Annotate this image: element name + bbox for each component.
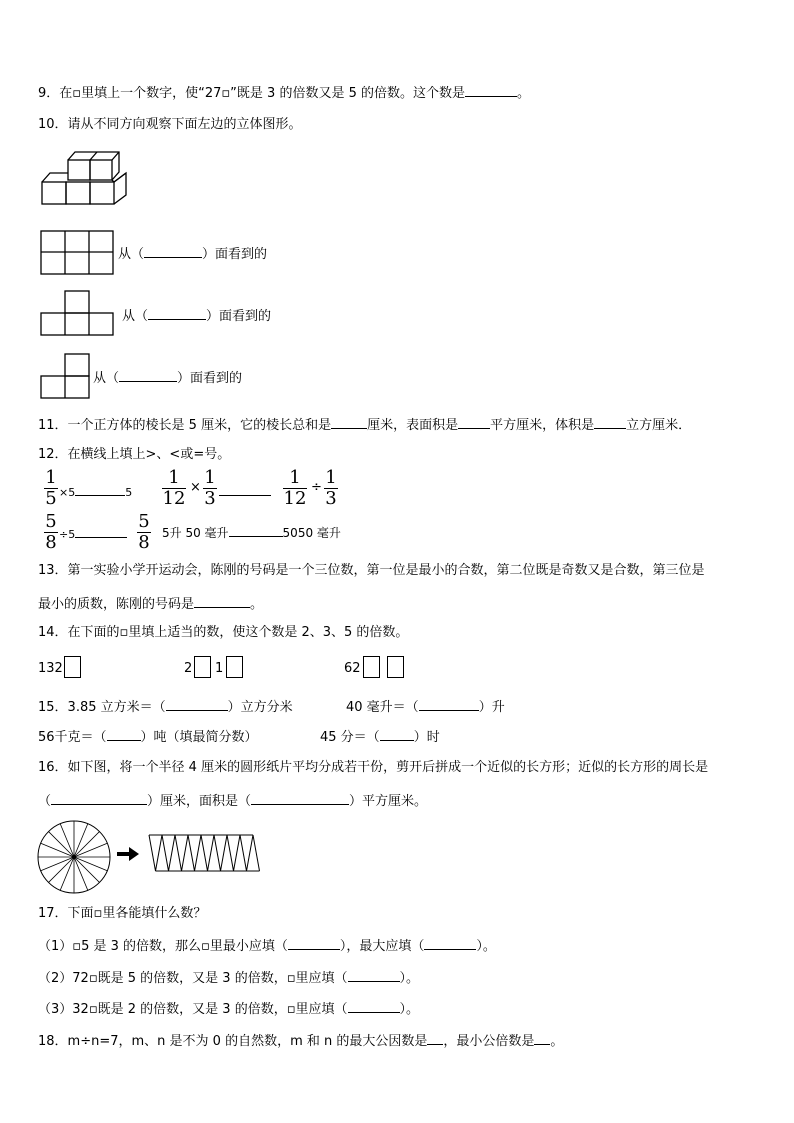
q14-box-3[interactable] [226,656,243,678]
q17-blank-3[interactable] [348,968,400,982]
view-1-blank[interactable] [144,244,202,258]
view-1-label: 从（ ）面看到的 [118,244,267,264]
q13-line-1: 13．第一实验小学开运动会，陈刚的号码是一个三位数，第一位是最小的合数，第二位既是奇数又是合数，第三位是 [38,563,705,578]
q14-box-4[interactable] [363,656,380,678]
q12-frac-1: 1 5 [45,467,57,509]
q12-frac-6: 5 8 [45,511,57,553]
view-l-shape [40,353,92,401]
cube-stack-figure [40,148,135,208]
q11-blank-1[interactable] [331,415,367,429]
view-front-grid [40,230,116,276]
q15-blank-4[interactable] [380,727,414,741]
q17-blank-4[interactable] [348,999,400,1013]
q16-blank-1[interactable] [51,791,147,805]
q12-compare-4: 5升 50 毫升 5050 毫升 [162,526,341,540]
q12-frac-7: 5 8 [138,511,150,553]
q12-frac-3: 1 3 [204,467,216,509]
q12-blank-1[interactable] [75,485,125,496]
q17-blank-2[interactable] [424,936,476,950]
q18: 18．m÷n=7，m、n 是不为 0 的自然数，m 和 n 的最大公因数是 ，最小公倍数是 。 [38,1031,563,1051]
view-t-shape [40,290,116,338]
q11-blank-3[interactable] [594,415,626,429]
q14-box-1[interactable] [64,656,81,678]
q15-part-d: 45 分＝（ ）时 [320,727,440,747]
q12-frac-2: 1 12 [162,467,186,509]
q13-blank[interactable] [194,594,250,608]
q12-expr-1: ×5 5 [59,486,133,499]
q12-blank-4[interactable] [229,525,283,537]
q16-blank-2[interactable] [251,791,349,805]
q15-line-2: 56千克＝（ ）吨（填最简分数） [38,727,258,747]
q12-op-3: ÷ [311,480,322,495]
q12-op-2: × [190,480,201,495]
q17-blank-1[interactable] [288,936,340,950]
q12-expr-6: ÷5 [59,526,127,544]
q14-text: 14．在下面的▫里填上适当的数，使这个数是 2、3、5 的倍数。 [38,625,409,640]
q11-blank-2[interactable] [458,415,490,429]
q14-box-5[interactable] [387,656,404,678]
q17-part-3: （3）32▫既是 2 的倍数，又是 3 的倍数，▫里应填（ ）。 [38,999,419,1019]
q9: 9．在▫里填上一个数字，使“27▫”既是 3 的倍数又是 5 的倍数。这个数是 。 [38,83,530,103]
view-3-blank[interactable] [119,368,177,382]
q12-blank-3[interactable] [75,527,127,538]
q14-num-2a: 2 [184,661,193,676]
q12-text: 12．在横线上填上>、<或=号。 [38,447,231,462]
q15-part-b: 40 毫升＝（ ）升 [346,697,505,717]
q16-line-2: （ ）厘米，面积是（ ）平方厘米。 [38,791,427,811]
q17-text: 17．下面▫里各能填什么数？ [38,906,207,921]
q15-blank-2[interactable] [419,697,479,711]
q15-blank-3[interactable] [107,727,141,741]
divided-circle-figure [36,819,112,895]
q14-box-2[interactable] [194,656,211,678]
q17-part-2: （2）72▫既是 5 的倍数，又是 3 的倍数，▫里应填（ ）。 [38,968,419,988]
q14-num-1: 132 [38,661,63,676]
q18-blank-2[interactable] [534,1031,550,1045]
view-2-label: 从（ ）面看到的 [122,306,271,326]
arrow-right-icon [117,847,139,861]
view-3-label: 从（ ）面看到的 [93,368,242,388]
q11: 11．一个正方体的棱长是 5 厘米，它的棱长总和是 厘米，表面积是 平方厘米，体积是 立方厘米． [38,415,691,435]
q15-blank-1[interactable] [166,697,228,711]
q14-num-2b: 1 [215,661,224,676]
q12-frac-4: 1 12 [283,467,307,509]
q12-frac-5: 1 3 [325,467,337,509]
q15-line-1: 15．3.85 立方米＝（ ）立方分米 [38,697,293,717]
q12-blank-2[interactable] [219,481,271,496]
q10-text: 10．请从不同方向观察下面左边的立体图形。 [38,117,302,132]
view-2-blank[interactable] [148,306,206,320]
q9-blank[interactable] [465,83,517,97]
q13-line-2: 最小的质数，陈刚的号码是 。 [38,594,263,614]
q14-num-3: 62 [344,661,361,676]
q18-blank-1[interactable] [427,1031,443,1045]
approx-rectangle-figure [145,833,267,873]
q17-part-1: （1）▫5 是 3 的倍数，那么▫里最小应填（ ），最大应填（ ）。 [38,936,496,956]
q16-line-1: 16．如下图，将一个半径 4 厘米的圆形纸片平均分成若干份，剪开后拼成一个近似的长方形；近似的长方形的周长是 [38,760,709,775]
